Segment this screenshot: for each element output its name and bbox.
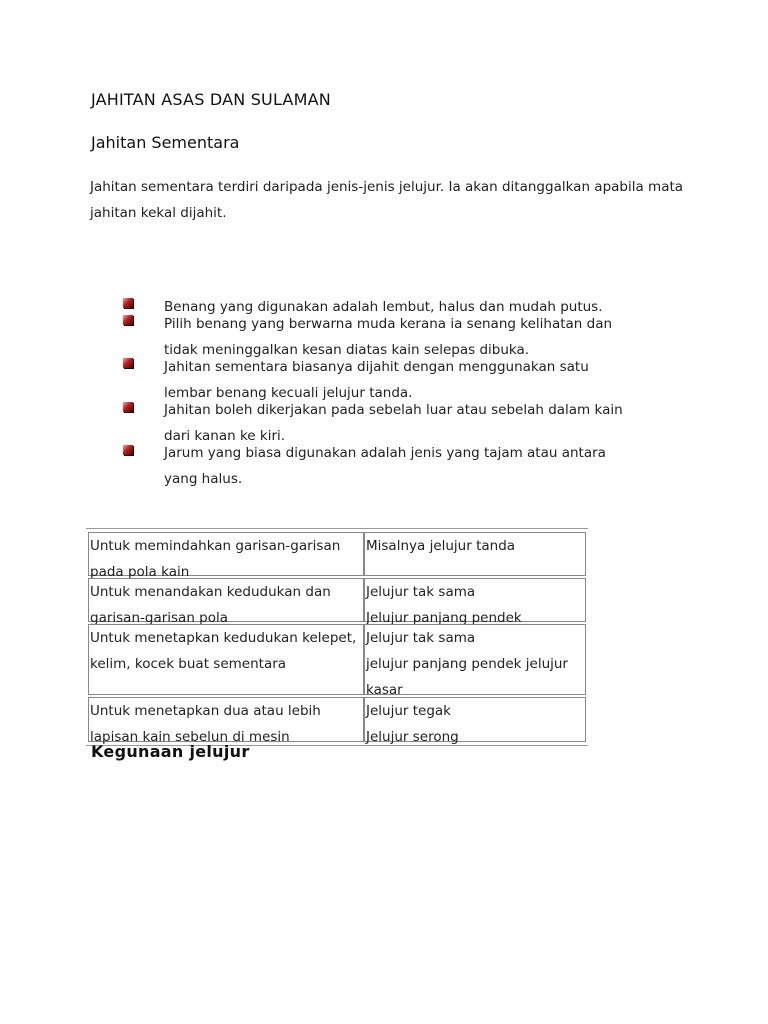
table-cell: Untuk memindahkan garisan-garisan pada pola kain: [88, 532, 364, 576]
bullet-icon: [123, 298, 133, 308]
table-cell: Untuk menetapkan kedudukan kelepet, kelim, kocek buat sementara: [88, 624, 364, 695]
intro-paragraph: Jahitan sementara terdiri daripada jenis-jenis jelujur. Ia akan ditanggalkan apabila mata jahitan kekal dijahit.: [90, 179, 684, 221]
table-cell: Untuk menandakan kedudukan dan garisan-garisan pola: [88, 578, 364, 622]
usage-table: [86, 528, 588, 746]
document-title: JAHITAN ASAS DAN SULAMAN: [91, 90, 331, 109]
section-heading: Kegunaan jelujur: [91, 742, 250, 761]
table-cell: Jelujur tak sama Jelujur panjang pendek: [364, 578, 586, 622]
bullet-item: Jahitan sementara biasanya dijahit dengan menggunakan satu lembar benang kecuali jelujur tanda.: [164, 359, 589, 401]
section-subtitle: Jahitan Sementara: [91, 133, 240, 152]
bullet-icon: [123, 402, 133, 412]
bullet-icon: [123, 445, 133, 455]
table-cell: Untuk menetapkan dua atau lebih lapisan kain sebelun di mesin: [88, 697, 364, 742]
bullet-item: Pilih benang yang berwarna muda kerana ia senang kelihatan dan tidak meninggalkan kesan diatas kain selepas dibuka.: [164, 316, 613, 358]
bullet-icon: [123, 315, 133, 325]
bullet-item: Jahitan boleh dikerjakan pada sebelah luar atau sebelah dalam kain dari kanan ke kiri.: [164, 402, 623, 444]
table-cell: Jelujur tak sama jelujur panjang pendek jelujur kasar: [364, 624, 586, 695]
table-cell: Jelujur tegak Jelujur serong: [364, 697, 586, 742]
bullet-item: Jarum yang biasa digunakan adalah jenis yang tajam atau antara yang halus.: [164, 445, 606, 487]
bullet-icon: [123, 358, 133, 368]
bullet-item: Benang yang digunakan adalah lembut, halus dan mudah putus.: [164, 299, 603, 315]
table-cell: Misalnya jelujur tanda: [364, 532, 586, 576]
